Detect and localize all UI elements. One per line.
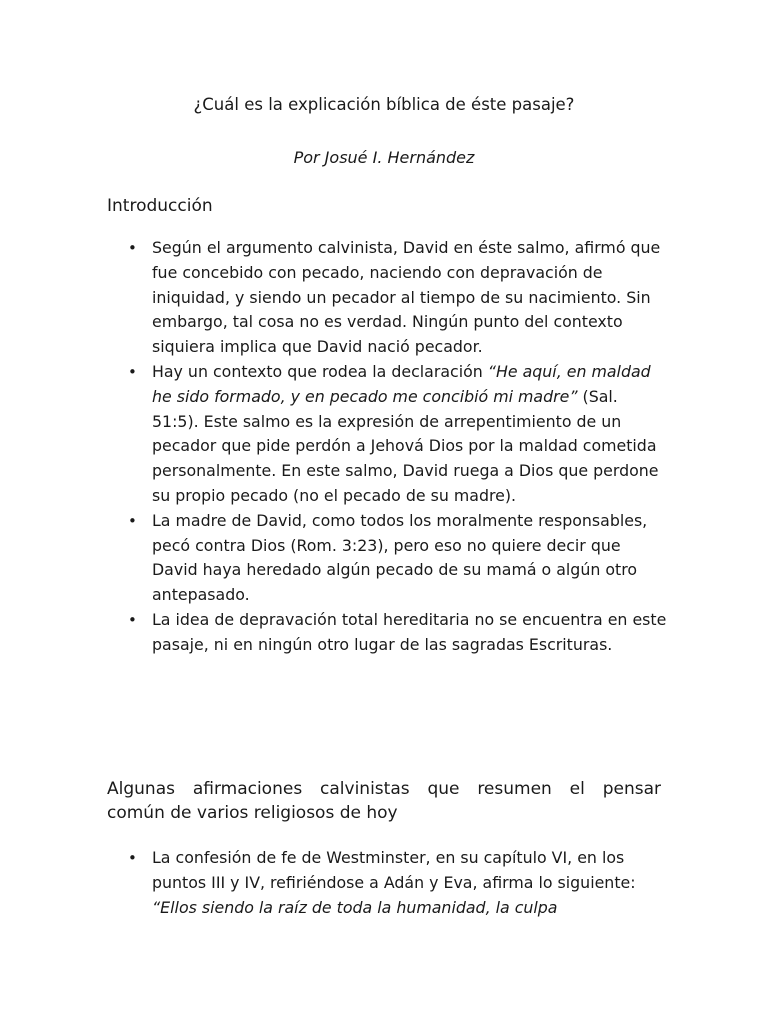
bullet-icon: • — [128, 849, 137, 867]
bullet-icon: • — [128, 362, 137, 381]
bullet-icon: • — [128, 239, 137, 257]
heading-line: común de varios religiosos de hoy — [107, 803, 398, 823]
list-item-text: Hay un contexto que rodea la declaración — [152, 361, 488, 381]
list-item — [107, 236, 667, 360]
list-item-text: La idea de depravación total hereditaria no se encuentra en este pasaje, ni en ningún otro lugar de las sagradas Escrituras. — [152, 609, 667, 654]
section-heading-introduccion: Introducción — [107, 196, 213, 216]
author-byline: Por Josué I. Hernández — [293, 148, 475, 167]
intro-bullet-list — [107, 236, 667, 658]
list-item — [107, 608, 667, 658]
confession-quote: “Ellos siendo la raíz de toda la humanidad, la culpa — [152, 897, 558, 917]
afirmaciones-bullet-list — [107, 846, 667, 920]
section-heading-afirmaciones — [107, 777, 661, 825]
list-item — [107, 509, 667, 608]
list-item-text: (Sal. 51:5). Este salmo es la expresión de arrepentimiento de un pecador que pide perdón a Jehová Dios por la maldad cometida personalmente. En este salmo, David ruega a Dios que perdone su propio pecado (no el pecado de su madre). — [152, 386, 659, 505]
bullet-icon: • — [128, 610, 137, 629]
list-item-text: Según el argumento calvinista, David en éste salmo, afirmó que fue concebido con pecado, naciendo con depravación de iniquidad, y siendo un pecador al tiempo de su nacimiento. Sin embargo, tal cosa no es verdad. Ningún punto del contexto siquiera implica que David nació pecador. — [152, 238, 661, 357]
list-item — [107, 360, 667, 509]
list-item-text: La madre de David, como todos los moralmente responsables, pecó contra Dios (Rom. 3:23), pero eso no quiere decir que David haya heredado algún pecado de su mamá o algún otro antepasado. — [152, 510, 648, 605]
page-title: ¿Cuál es la explicación bíblica de éste pasaje? — [193, 95, 575, 114]
list-item-text: La confesión de fe de Westminster, en su capítulo VI, en los puntos III y IV, refiriéndose a Adán y Eva, afirma lo siguiente: — [152, 848, 636, 892]
bullet-icon: • — [128, 511, 137, 530]
list-item — [107, 846, 667, 920]
scripture-quote: “He aquí, en maldad he sido formado, y en pecado me concibió mi madre” — [152, 361, 651, 406]
heading-line: Algunas afirmaciones calvinistas que resumen el pensar — [107, 779, 661, 799]
